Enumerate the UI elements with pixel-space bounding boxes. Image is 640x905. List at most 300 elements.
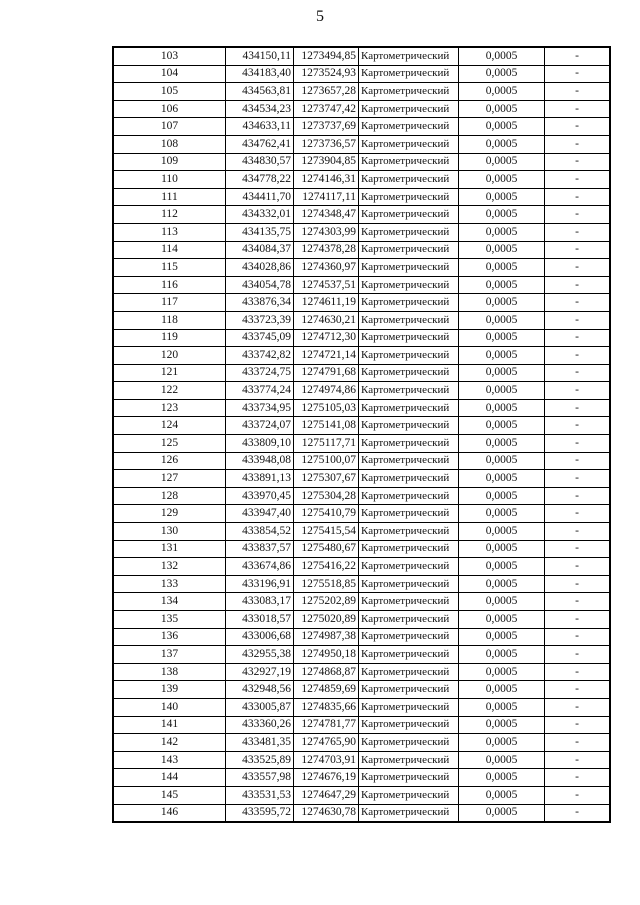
coordinate-y-cell: 1275416,22 [294, 558, 359, 576]
method-cell: Картометрический [359, 663, 459, 681]
coordinate-y-cell: 1273524,93 [294, 65, 359, 83]
coordinate-y-cell: 1274630,78 [294, 804, 359, 822]
accuracy-cell: 0,0005 [459, 153, 545, 171]
note-cell: - [545, 135, 610, 153]
coordinate-x-cell: 434135,75 [226, 223, 294, 241]
coordinate-x-cell: 433724,07 [226, 417, 294, 435]
coordinate-x-cell: 434332,01 [226, 206, 294, 224]
coordinate-y-cell: 1275307,67 [294, 470, 359, 488]
accuracy-cell: 0,0005 [459, 452, 545, 470]
method-cell: Картометрический [359, 100, 459, 118]
point-number-cell: 103 [114, 48, 226, 66]
coordinate-x-cell: 433742,82 [226, 347, 294, 365]
accuracy-cell: 0,0005 [459, 48, 545, 66]
point-number-cell: 139 [114, 681, 226, 699]
point-number-cell: 130 [114, 523, 226, 541]
accuracy-cell: 0,0005 [459, 276, 545, 294]
accuracy-cell: 0,0005 [459, 417, 545, 435]
coordinate-x-cell: 434150,11 [226, 48, 294, 66]
coordinate-x-cell: 433595,72 [226, 804, 294, 822]
coordinate-y-cell: 1274611,19 [294, 294, 359, 312]
coordinate-x-cell: 433723,39 [226, 311, 294, 329]
coordinate-x-cell: 434762,41 [226, 135, 294, 153]
coordinate-x-cell: 434084,37 [226, 241, 294, 259]
coordinate-y-cell: 1275480,67 [294, 540, 359, 558]
table-row [114, 716, 610, 734]
table-row [114, 751, 610, 769]
method-cell: Картометрический [359, 804, 459, 822]
coordinate-y-cell: 1275117,71 [294, 435, 359, 453]
method-cell: Картометрический [359, 48, 459, 66]
method-cell: Картометрический [359, 523, 459, 541]
note-cell: - [545, 171, 610, 189]
point-number-cell: 115 [114, 259, 226, 277]
table-row [114, 171, 610, 189]
point-number-cell: 129 [114, 505, 226, 523]
point-number-cell: 134 [114, 593, 226, 611]
method-cell: Картометрический [359, 399, 459, 417]
note-cell: - [545, 716, 610, 734]
coordinate-y-cell: 1274676,19 [294, 769, 359, 787]
table-row [114, 417, 610, 435]
table-row [114, 276, 610, 294]
accuracy-cell: 0,0005 [459, 470, 545, 488]
coordinate-y-cell: 1273737,69 [294, 118, 359, 136]
coordinate-x-cell: 434633,11 [226, 118, 294, 136]
coordinate-x-cell: 434183,40 [226, 65, 294, 83]
point-number-cell: 146 [114, 804, 226, 822]
method-cell: Картометрический [359, 153, 459, 171]
coordinate-y-cell: 1274647,29 [294, 786, 359, 804]
note-cell: - [545, 223, 610, 241]
accuracy-cell: 0,0005 [459, 487, 545, 505]
coordinate-x-cell: 433005,87 [226, 698, 294, 716]
method-cell: Картометрический [359, 417, 459, 435]
coordinate-x-cell: 433970,45 [226, 487, 294, 505]
method-cell: Картометрический [359, 83, 459, 101]
coordinate-x-cell: 434563,81 [226, 83, 294, 101]
table-row [114, 364, 610, 382]
accuracy-cell: 0,0005 [459, 681, 545, 699]
table-row [114, 347, 610, 365]
accuracy-cell: 0,0005 [459, 118, 545, 136]
note-cell: - [545, 188, 610, 206]
method-cell: Картометрический [359, 259, 459, 277]
note-cell: - [545, 611, 610, 629]
coordinate-x-cell: 434028,86 [226, 259, 294, 277]
coordinate-y-cell: 1273494,85 [294, 48, 359, 66]
accuracy-cell: 0,0005 [459, 294, 545, 312]
note-cell: - [545, 505, 610, 523]
point-number-cell: 117 [114, 294, 226, 312]
point-number-cell: 116 [114, 276, 226, 294]
method-cell: Картометрический [359, 171, 459, 189]
accuracy-cell: 0,0005 [459, 646, 545, 664]
method-cell: Картометрический [359, 347, 459, 365]
table-row [114, 575, 610, 593]
note-cell: - [545, 382, 610, 400]
coordinate-x-cell: 433745,09 [226, 329, 294, 347]
coordinate-y-cell: 1274146,31 [294, 171, 359, 189]
note-cell: - [545, 118, 610, 136]
method-cell: Картометрический [359, 540, 459, 558]
method-cell: Картометрический [359, 628, 459, 646]
accuracy-cell: 0,0005 [459, 769, 545, 787]
table-row [114, 135, 610, 153]
note-cell: - [545, 153, 610, 171]
point-number-cell: 119 [114, 329, 226, 347]
accuracy-cell: 0,0005 [459, 435, 545, 453]
note-cell: - [545, 628, 610, 646]
method-cell: Картометрический [359, 487, 459, 505]
note-cell: - [545, 769, 610, 787]
table-row [114, 470, 610, 488]
coordinate-x-cell: 432948,56 [226, 681, 294, 699]
accuracy-cell: 0,0005 [459, 65, 545, 83]
coordinate-x-cell: 433525,89 [226, 751, 294, 769]
coordinate-x-cell: 433083,17 [226, 593, 294, 611]
table-row [114, 558, 610, 576]
note-cell: - [545, 100, 610, 118]
note-cell: - [545, 83, 610, 101]
point-number-cell: 127 [114, 470, 226, 488]
point-number-cell: 110 [114, 171, 226, 189]
point-number-cell: 106 [114, 100, 226, 118]
accuracy-cell: 0,0005 [459, 734, 545, 752]
coordinate-x-cell: 434534,23 [226, 100, 294, 118]
coordinate-y-cell: 1274703,91 [294, 751, 359, 769]
coordinate-y-cell: 1274712,30 [294, 329, 359, 347]
coordinate-y-cell: 1274360,97 [294, 259, 359, 277]
coordinate-x-cell: 434778,22 [226, 171, 294, 189]
point-number-cell: 133 [114, 575, 226, 593]
method-cell: Картометрический [359, 716, 459, 734]
table-row [114, 593, 610, 611]
accuracy-cell: 0,0005 [459, 347, 545, 365]
coordinate-x-cell: 434411,70 [226, 188, 294, 206]
table-row [114, 329, 610, 347]
point-number-cell: 108 [114, 135, 226, 153]
table-row [114, 206, 610, 224]
table-row [114, 804, 610, 822]
point-number-cell: 111 [114, 188, 226, 206]
accuracy-cell: 0,0005 [459, 751, 545, 769]
table-row [114, 435, 610, 453]
method-cell: Картометрический [359, 188, 459, 206]
coordinate-y-cell: 1275410,79 [294, 505, 359, 523]
accuracy-cell: 0,0005 [459, 786, 545, 804]
point-number-cell: 107 [114, 118, 226, 136]
coordinate-y-cell: 1274868,87 [294, 663, 359, 681]
coordinate-y-cell: 1274950,18 [294, 646, 359, 664]
accuracy-cell: 0,0005 [459, 382, 545, 400]
coordinate-x-cell: 433481,35 [226, 734, 294, 752]
table-row [114, 241, 610, 259]
method-cell: Картометрический [359, 786, 459, 804]
method-cell: Картометрический [359, 470, 459, 488]
point-number-cell: 122 [114, 382, 226, 400]
coordinate-y-cell: 1273747,42 [294, 100, 359, 118]
coordinate-x-cell: 433674,86 [226, 558, 294, 576]
note-cell: - [545, 206, 610, 224]
coordinate-y-cell: 1275518,85 [294, 575, 359, 593]
method-cell: Картометрический [359, 611, 459, 629]
note-cell: - [545, 399, 610, 417]
point-number-cell: 118 [114, 311, 226, 329]
note-cell: - [545, 646, 610, 664]
method-cell: Картометрический [359, 65, 459, 83]
method-cell: Картометрический [359, 364, 459, 382]
coordinate-y-cell: 1274765,90 [294, 734, 359, 752]
table-row [114, 294, 610, 312]
coordinate-y-cell: 1274987,38 [294, 628, 359, 646]
coordinate-y-cell: 1275415,54 [294, 523, 359, 541]
accuracy-cell: 0,0005 [459, 83, 545, 101]
method-cell: Картометрический [359, 206, 459, 224]
coordinate-y-cell: 1274117,11 [294, 188, 359, 206]
method-cell: Картометрический [359, 118, 459, 136]
accuracy-cell: 0,0005 [459, 523, 545, 541]
coordinate-y-cell: 1274537,51 [294, 276, 359, 294]
note-cell: - [545, 786, 610, 804]
coordinate-x-cell: 433947,40 [226, 505, 294, 523]
note-cell: - [545, 734, 610, 752]
method-cell: Картометрический [359, 505, 459, 523]
table-row [114, 681, 610, 699]
coordinate-x-cell: 433360,26 [226, 716, 294, 734]
table-row [114, 100, 610, 118]
point-number-cell: 137 [114, 646, 226, 664]
table-row [114, 399, 610, 417]
point-number-cell: 124 [114, 417, 226, 435]
point-number-cell: 105 [114, 83, 226, 101]
coordinate-y-cell: 1274303,99 [294, 223, 359, 241]
method-cell: Картометрический [359, 558, 459, 576]
method-cell: Картометрический [359, 135, 459, 153]
coordinate-x-cell: 433557,98 [226, 769, 294, 787]
accuracy-cell: 0,0005 [459, 364, 545, 382]
table-row [114, 223, 610, 241]
point-number-cell: 132 [114, 558, 226, 576]
table-row [114, 786, 610, 804]
table-row [114, 188, 610, 206]
coordinate-x-cell: 433948,08 [226, 452, 294, 470]
coordinate-y-cell: 1273904,85 [294, 153, 359, 171]
note-cell: - [545, 523, 610, 541]
table-row [114, 452, 610, 470]
accuracy-cell: 0,0005 [459, 399, 545, 417]
method-cell: Картометрический [359, 769, 459, 787]
point-number-cell: 109 [114, 153, 226, 171]
coordinate-y-cell: 1273736,57 [294, 135, 359, 153]
method-cell: Картометрический [359, 681, 459, 699]
coordinate-y-cell: 1274859,69 [294, 681, 359, 699]
coordinate-x-cell: 434830,57 [226, 153, 294, 171]
note-cell: - [545, 663, 610, 681]
table-row [114, 769, 610, 787]
coordinate-y-cell: 1274791,68 [294, 364, 359, 382]
accuracy-cell: 0,0005 [459, 223, 545, 241]
accuracy-cell: 0,0005 [459, 663, 545, 681]
accuracy-cell: 0,0005 [459, 804, 545, 822]
table-row [114, 48, 610, 66]
note-cell: - [545, 259, 610, 277]
note-cell: - [545, 294, 610, 312]
coordinate-y-cell: 1274974,86 [294, 382, 359, 400]
method-cell: Картометрический [359, 734, 459, 752]
coordinate-x-cell: 433876,34 [226, 294, 294, 312]
accuracy-cell: 0,0005 [459, 206, 545, 224]
note-cell: - [545, 540, 610, 558]
coordinate-x-cell: 432927,19 [226, 663, 294, 681]
note-cell: - [545, 804, 610, 822]
point-number-cell: 114 [114, 241, 226, 259]
coordinate-x-cell: 432955,38 [226, 646, 294, 664]
table-row [114, 540, 610, 558]
table-row [114, 698, 610, 716]
method-cell: Картометрический [359, 311, 459, 329]
method-cell: Картометрический [359, 223, 459, 241]
accuracy-cell: 0,0005 [459, 611, 545, 629]
accuracy-cell: 0,0005 [459, 593, 545, 611]
accuracy-cell: 0,0005 [459, 716, 545, 734]
coordinate-y-cell: 1274781,77 [294, 716, 359, 734]
table-row [114, 663, 610, 681]
note-cell: - [545, 751, 610, 769]
point-number-cell: 136 [114, 628, 226, 646]
coordinate-x-cell: 433006,68 [226, 628, 294, 646]
note-cell: - [545, 347, 610, 365]
coordinate-x-cell: 433891,13 [226, 470, 294, 488]
point-number-cell: 112 [114, 206, 226, 224]
accuracy-cell: 0,0005 [459, 259, 545, 277]
accuracy-cell: 0,0005 [459, 241, 545, 259]
point-number-cell: 141 [114, 716, 226, 734]
coordinate-y-cell: 1275105,03 [294, 399, 359, 417]
coordinate-y-cell: 1275202,89 [294, 593, 359, 611]
table-row [114, 646, 610, 664]
coordinates-table [113, 47, 610, 822]
note-cell: - [545, 593, 610, 611]
point-number-cell: 145 [114, 786, 226, 804]
point-number-cell: 113 [114, 223, 226, 241]
coordinate-y-cell: 1274835,66 [294, 698, 359, 716]
table-row [114, 311, 610, 329]
note-cell: - [545, 575, 610, 593]
accuracy-cell: 0,0005 [459, 575, 545, 593]
coordinate-x-cell: 433196,91 [226, 575, 294, 593]
coordinate-y-cell: 1274630,21 [294, 311, 359, 329]
accuracy-cell: 0,0005 [459, 329, 545, 347]
note-cell: - [545, 558, 610, 576]
note-cell: - [545, 276, 610, 294]
method-cell: Картометрический [359, 382, 459, 400]
coordinate-x-cell: 433018,57 [226, 611, 294, 629]
accuracy-cell: 0,0005 [459, 628, 545, 646]
point-number-cell: 120 [114, 347, 226, 365]
note-cell: - [545, 698, 610, 716]
point-number-cell: 140 [114, 698, 226, 716]
table-row [114, 259, 610, 277]
accuracy-cell: 0,0005 [459, 540, 545, 558]
method-cell: Картометрический [359, 329, 459, 347]
table-row [114, 611, 610, 629]
accuracy-cell: 0,0005 [459, 188, 545, 206]
coordinate-y-cell: 1275304,28 [294, 487, 359, 505]
accuracy-cell: 0,0005 [459, 100, 545, 118]
accuracy-cell: 0,0005 [459, 311, 545, 329]
table-row [114, 65, 610, 83]
point-number-cell: 121 [114, 364, 226, 382]
coordinate-x-cell: 433854,52 [226, 523, 294, 541]
point-number-cell: 125 [114, 435, 226, 453]
coordinate-y-cell: 1274348,47 [294, 206, 359, 224]
point-number-cell: 128 [114, 487, 226, 505]
table-row [114, 118, 610, 136]
accuracy-cell: 0,0005 [459, 558, 545, 576]
method-cell: Картометрический [359, 294, 459, 312]
method-cell: Картометрический [359, 593, 459, 611]
coordinate-x-cell: 433837,57 [226, 540, 294, 558]
point-number-cell: 143 [114, 751, 226, 769]
coordinate-y-cell: 1273657,28 [294, 83, 359, 101]
note-cell: - [545, 329, 610, 347]
note-cell: - [545, 487, 610, 505]
method-cell: Картометрический [359, 435, 459, 453]
coordinate-x-cell: 433734,95 [226, 399, 294, 417]
accuracy-cell: 0,0005 [459, 698, 545, 716]
coordinate-y-cell: 1275100,07 [294, 452, 359, 470]
table-row [114, 487, 610, 505]
point-number-cell: 138 [114, 663, 226, 681]
note-cell: - [545, 417, 610, 435]
note-cell: - [545, 65, 610, 83]
point-number-cell: 131 [114, 540, 226, 558]
method-cell: Картометрический [359, 575, 459, 593]
coordinate-x-cell: 433724,75 [226, 364, 294, 382]
table-row [114, 734, 610, 752]
coordinate-y-cell: 1275141,08 [294, 417, 359, 435]
method-cell: Картометрический [359, 276, 459, 294]
method-cell: Картометрический [359, 241, 459, 259]
point-number-cell: 123 [114, 399, 226, 417]
coordinate-y-cell: 1274721,14 [294, 347, 359, 365]
point-number-cell: 126 [114, 452, 226, 470]
method-cell: Картометрический [359, 698, 459, 716]
table-row [114, 153, 610, 171]
note-cell: - [545, 470, 610, 488]
accuracy-cell: 0,0005 [459, 135, 545, 153]
coordinate-x-cell: 433774,24 [226, 382, 294, 400]
note-cell: - [545, 681, 610, 699]
table-row [114, 628, 610, 646]
note-cell: - [545, 364, 610, 382]
page-number: 5 [316, 8, 324, 25]
table-row [114, 505, 610, 523]
method-cell: Картометрический [359, 751, 459, 769]
coordinate-x-cell: 434054,78 [226, 276, 294, 294]
coordinate-y-cell: 1275020,89 [294, 611, 359, 629]
note-cell: - [545, 48, 610, 66]
accuracy-cell: 0,0005 [459, 505, 545, 523]
coordinate-x-cell: 433531,53 [226, 786, 294, 804]
note-cell: - [545, 435, 610, 453]
coordinate-y-cell: 1274378,28 [294, 241, 359, 259]
accuracy-cell: 0,0005 [459, 171, 545, 189]
note-cell: - [545, 311, 610, 329]
note-cell: - [545, 241, 610, 259]
point-number-cell: 104 [114, 65, 226, 83]
